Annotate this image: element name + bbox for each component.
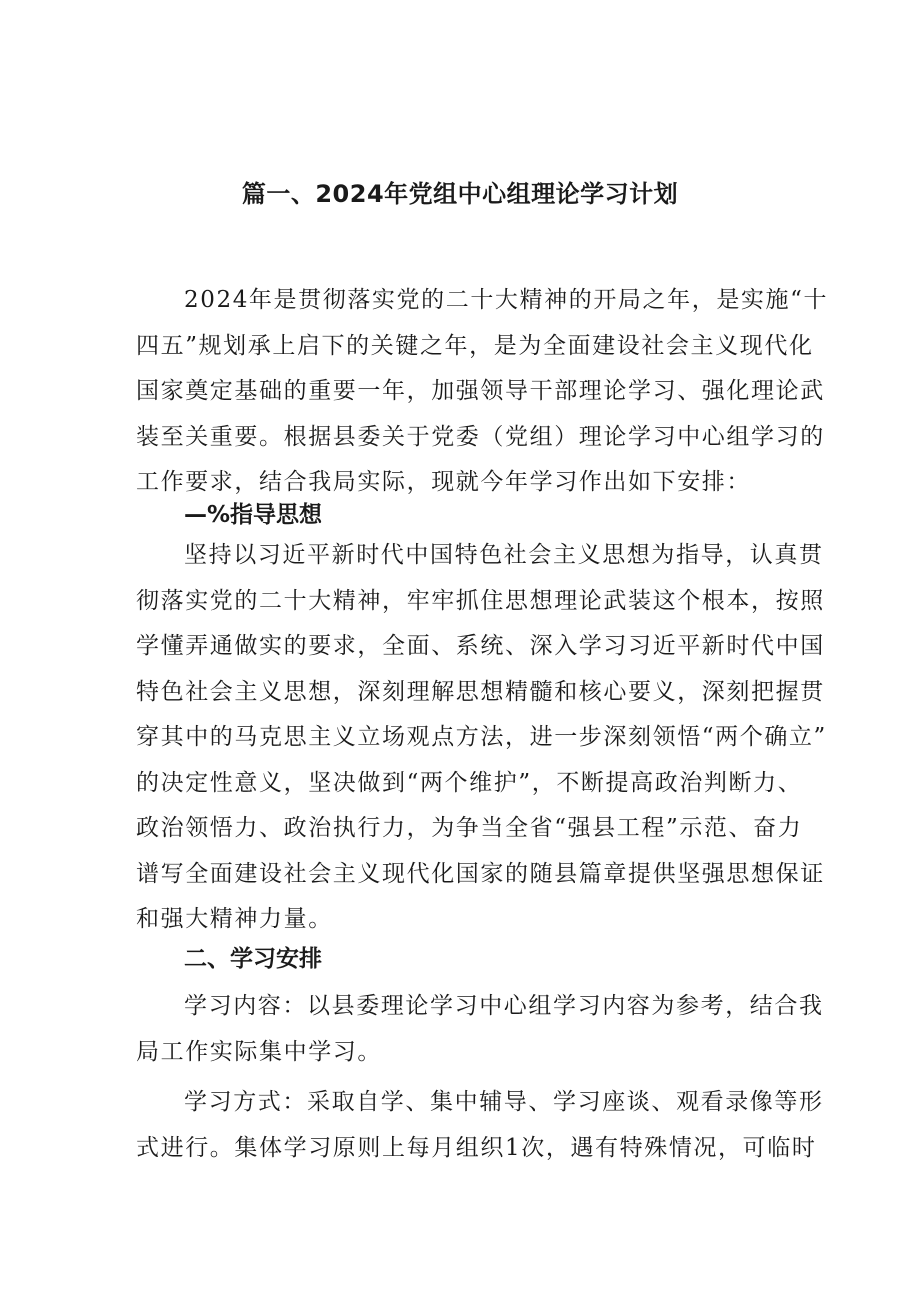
- section1-line: 坚持以习近平新时代中国特色社会主义思想为指导，认真贯: [184, 542, 824, 568]
- section2-paragraph-method: [136, 1080, 824, 1171]
- document-title: 篇一、2024年党组中心组理论学习计划: [241, 180, 679, 208]
- section-heading-study-arrangement: 二、学习安排: [184, 946, 322, 972]
- section1-line: 特色社会主义思想，深刻理解思想精髓和核心要义，深刻把握贯: [136, 678, 825, 705]
- section1-line: 谱写全面建设社会主义现代化国家的随县篇章提供坚强思想保证: [136, 860, 825, 887]
- intro-line: 装至关重要。根据县委关于党委（党组）理论学习中心组学习的: [136, 423, 825, 450]
- intro-line: 2024年是贯彻落实党的二十大精神的开局之年，是实施“十: [184, 287, 829, 313]
- section1-paragraph: [136, 533, 827, 943]
- section2-line: 学习内容：以县委理论学习中心组学习内容为参考，结合我: [184, 993, 824, 1019]
- section2-paragraph-content: [136, 984, 824, 1075]
- section1-line: 穿其中的马克思主义立场观点方法，进一步深刻领悟“两个确立”: [136, 724, 827, 750]
- section2-line: 学习方式：采取自学、集中辅导、学习座谈、观看录像等形: [184, 1089, 824, 1115]
- section1-line: 彻落实党的二十大精神，牢牢抓住思想理论武装这个根本，按照: [136, 587, 825, 614]
- intro-paragraph: [136, 278, 829, 506]
- section1-line: 学懂弄通做实的要求，全面、系统、深入学习习近平新时代中国: [136, 633, 825, 659]
- section-heading-guiding-ideology: —%指导思想: [184, 502, 323, 528]
- section1-line: 和强大精神力量。: [136, 906, 333, 932]
- section2-line: 式进行。集体学习原则上每月组织1次，遇有特殊情况，可临时: [136, 1134, 817, 1161]
- intro-line: 工作要求，结合我局实际，现就今年学习作出如下安排：: [136, 469, 751, 495]
- intro-line: 四五”规划承上启下的关键之年，是为全面建设社会主义现代化: [136, 332, 814, 359]
- section1-line: 政治领悟力、政治执行力，为争当全省“强县工程”示范、奋力: [136, 815, 803, 841]
- section1-line: 的决定性意义，坚决做到“两个维护”，不断提高政治判断力、: [136, 769, 803, 796]
- intro-line: 国家奠定基础的重要一年，加强领导干部理论学习、强化理论武: [136, 378, 825, 404]
- section2-line: 局工作实际集中学习。: [136, 1038, 382, 1065]
